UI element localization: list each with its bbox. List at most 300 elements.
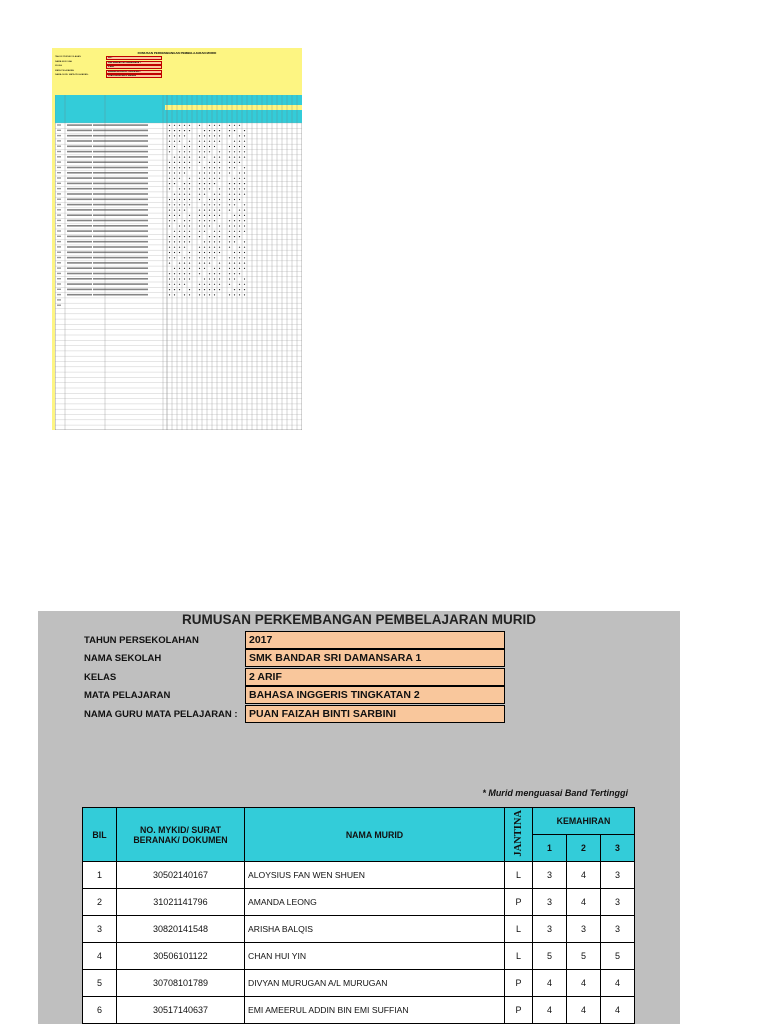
cell-kemahiran-2[interactable]: 5 [567, 943, 601, 970]
thumbnail-score-mark [239, 151, 240, 152]
thumbnail-name-mark [93, 177, 148, 179]
band-note: * Murid menguasai Band Tertinggi [482, 788, 628, 798]
thumbnail-bil-mark [57, 283, 61, 284]
thumbnail-score-mark [179, 199, 180, 200]
thumbnail-score-mark [169, 210, 170, 211]
cell-kemahiran-1[interactable]: 3 [533, 916, 567, 943]
thumbnail-score-mark [199, 231, 200, 232]
thumbnail-bil-mark [57, 130, 61, 131]
thumbnail-id-mark [67, 183, 92, 185]
thumbnail-score-mark [239, 162, 240, 163]
thumbnail-score-mark [214, 257, 215, 258]
cell-jantina[interactable]: P [505, 970, 533, 997]
thumbnail-score-mark [229, 167, 230, 168]
thumbnail-id-mark [67, 289, 92, 291]
thumbnail-score-mark [229, 220, 230, 221]
thumbnail-score-mark [169, 225, 170, 226]
thumbnail-score-mark [174, 273, 175, 274]
info-label-tahun: TAHUN PERSEKOLAHAN [84, 635, 199, 646]
thumbnail-score-mark [209, 130, 210, 131]
thumbnail-bil-mark [57, 267, 61, 268]
thumbnail-score-mark [199, 178, 200, 179]
thumbnail-score-mark [244, 130, 245, 131]
thumbnail-score-mark [219, 215, 220, 216]
thumbnail-name-mark [93, 220, 148, 222]
cell-bil[interactable]: 3 [83, 916, 117, 943]
thumbnail-score-mark [204, 204, 205, 205]
thumbnail-score-mark [199, 146, 200, 147]
thumbnail-score-mark [244, 215, 245, 216]
thumbnail-score-mark [184, 247, 185, 248]
thumbnail-score-mark [184, 294, 185, 295]
thumbnail-score-mark [234, 220, 235, 221]
thumbnail-score-mark [209, 188, 210, 189]
thumbnail-score-mark [219, 194, 220, 195]
thumbnail-id-mark [67, 241, 92, 243]
thumbnail-id-mark [67, 257, 92, 259]
thumbnail-score-mark [199, 151, 200, 152]
thumbnail-value: BAHASA INGGERIS TINGKATAN 2 [106, 70, 162, 74]
thumbnail-name-mark [93, 124, 148, 126]
thumbnail-score-mark [229, 210, 230, 211]
thumbnail-score-mark [239, 178, 240, 179]
thumbnail-score-mark [179, 162, 180, 163]
thumbnail-score-mark [244, 183, 245, 184]
thumbnail-score-mark [209, 294, 210, 295]
thumbnail-score-mark [239, 236, 240, 237]
thumbnail-score-mark [234, 204, 235, 205]
thumbnail-score-mark [189, 162, 190, 163]
thumbnail-score-mark [214, 294, 215, 295]
thumbnail-score-mark [239, 215, 240, 216]
thumbnail-score-mark [229, 162, 230, 163]
thumbnail-score-mark [244, 204, 245, 205]
thumbnail-score-mark [189, 273, 190, 274]
thumbnail-score-mark [169, 215, 170, 216]
thumbnail-score-mark [234, 294, 235, 295]
thumbnail-score-mark [169, 263, 170, 264]
thumbnail-score-mark [239, 231, 240, 232]
cell-nama[interactable]: ARISHA BALQIS [245, 916, 505, 943]
thumbnail-score-mark [169, 141, 170, 142]
thumbnail-name-mark [93, 188, 148, 190]
thumbnail-score-mark [189, 241, 190, 242]
thumbnail-score-mark [234, 125, 235, 126]
header-jantina [505, 808, 533, 862]
thumbnail-score-mark [214, 284, 215, 285]
cell-jantina[interactable]: L [505, 916, 533, 943]
thumbnail-id-mark [67, 283, 92, 285]
header-bil: BIL [83, 808, 117, 862]
cell-mykid[interactable]: 30820141548 [117, 916, 245, 943]
thumbnail-score-mark [209, 225, 210, 226]
thumbnail-score-mark [199, 273, 200, 274]
info-label-mata-pelajaran: MATA PELAJARAN [84, 690, 171, 701]
thumbnail-title: RUMUSAN PERKEMBANGAN PEMBELAJARAN MURID [137, 51, 217, 55]
thumbnail-score-mark [184, 236, 185, 237]
thumbnail-score-mark [204, 167, 205, 168]
thumbnail-score-mark [174, 247, 175, 248]
thumbnail-score-mark [174, 194, 175, 195]
thumbnail-score-mark [214, 194, 215, 195]
thumbnail-score-mark [189, 194, 190, 195]
thumbnail-score-mark [244, 151, 245, 152]
thumbnail-id-mark [67, 135, 92, 137]
info-value-sekolah[interactable]: SMK BANDAR SRI DAMANSARA 1 [245, 649, 505, 667]
thumbnail-score-mark [199, 183, 200, 184]
thumbnail-score-mark [239, 172, 240, 173]
thumbnail-id-mark [67, 214, 92, 216]
thumbnail-score-mark [179, 188, 180, 189]
thumbnail-score-mark [179, 178, 180, 179]
thumbnail-score-mark [244, 141, 245, 142]
thumbnail-score-mark [214, 125, 215, 126]
thumbnail-score-mark [239, 135, 240, 136]
cell-bil[interactable]: 5 [83, 970, 117, 997]
thumbnail-bil-mark [57, 124, 61, 125]
thumbnail-id-mark [67, 193, 92, 195]
thumbnail-score-mark [229, 294, 230, 295]
thumbnail-score-mark [169, 284, 170, 285]
thumbnail-score-mark [229, 284, 230, 285]
thumbnail-score-mark [244, 225, 245, 226]
thumbnail-score-mark [204, 141, 205, 142]
thumbnail-bil-mark [57, 241, 61, 242]
thumbnail-score-mark [189, 167, 190, 168]
thumbnail-score-mark [239, 199, 240, 200]
thumbnail-score-mark [234, 194, 235, 195]
thumbnail-score-mark [214, 167, 215, 168]
thumbnail-score-mark [239, 210, 240, 211]
cell-mykid[interactable]: 30502140167 [117, 862, 245, 889]
thumbnail-score-mark [239, 125, 240, 126]
thumbnail-score-mark [229, 130, 230, 131]
thumbnail-name-mark [93, 241, 148, 243]
thumbnail-score-mark [234, 225, 235, 226]
thumbnail-bil-mark [57, 299, 61, 300]
thumbnail-score-mark [239, 146, 240, 147]
thumbnail-score-mark [204, 146, 205, 147]
thumbnail-score-mark [214, 215, 215, 216]
thumbnail-score-mark [244, 263, 245, 264]
thumbnail-score-mark [169, 162, 170, 163]
thumbnail-name-mark [93, 167, 148, 169]
thumbnail-score-mark [179, 284, 180, 285]
thumbnail-score-mark [214, 236, 215, 237]
thumbnail-score-mark [189, 231, 190, 232]
cell-bil[interactable]: 6 [83, 997, 117, 1024]
thumbnail-score-mark [189, 204, 190, 205]
cell-jantina[interactable]: L [505, 943, 533, 970]
thumbnail-score-mark [209, 241, 210, 242]
thumbnail-grid [55, 95, 302, 430]
thumbnail-score-mark [189, 141, 190, 142]
thumbnail-bil-mark [57, 177, 61, 178]
thumbnail-score-mark [229, 157, 230, 158]
thumbnail-score-mark [199, 162, 200, 163]
cell-kemahiran-3[interactable]: 4 [601, 997, 635, 1024]
thumbnail-name-mark [93, 140, 148, 142]
cell-nama[interactable]: AMANDA LEONG [245, 889, 505, 916]
thumbnail-score-mark [184, 167, 185, 168]
thumbnail-score-mark [169, 199, 170, 200]
thumbnail-score-mark [169, 220, 170, 221]
thumbnail-score-mark [239, 284, 240, 285]
thumbnail-id-mark [67, 177, 92, 179]
cell-nama[interactable]: CHAN HUI YIN [245, 943, 505, 970]
thumbnail-score-mark [199, 252, 200, 253]
thumbnail-score-mark [174, 215, 175, 216]
thumbnail-score-mark [174, 231, 175, 232]
cell-bil[interactable]: 4 [83, 943, 117, 970]
thumbnail-score-mark [169, 178, 170, 179]
thumbnail-id-mark [67, 146, 92, 148]
cell-kemahiran-2[interactable]: 4 [567, 862, 601, 889]
thumbnail-score-mark [209, 199, 210, 200]
thumbnail-score-mark [219, 289, 220, 290]
info-value-guru[interactable]: PUAN FAIZAH BINTI SARBINI [245, 705, 505, 723]
thumbnail-name-mark [93, 236, 148, 238]
thumbnail-id-mark [67, 124, 92, 126]
thumbnail-score-mark [209, 167, 210, 168]
cell-nama[interactable]: ALOYSIUS FAN WEN SHUEN [245, 862, 505, 889]
thumbnail-score-mark [179, 130, 180, 131]
cell-kemahiran-2[interactable]: 3 [567, 916, 601, 943]
thumbnail-score-mark [184, 146, 185, 147]
thumbnail-score-mark [244, 247, 245, 248]
cell-kemahiran-1[interactable]: 3 [533, 862, 567, 889]
thumbnail-bil-mark [57, 262, 61, 263]
thumbnail-score-mark [234, 162, 235, 163]
thumbnail-score-mark [199, 289, 200, 290]
thumbnail-score-mark [204, 178, 205, 179]
thumbnail-score-mark [234, 141, 235, 142]
thumbnail-score-mark [169, 125, 170, 126]
thumbnail-score-mark [184, 172, 185, 173]
cell-jantina[interactable]: P [505, 889, 533, 916]
thumbnail-score-mark [214, 278, 215, 279]
thumbnail-score-mark [184, 241, 185, 242]
thumbnail-score-mark [184, 273, 185, 274]
thumbnail-score-mark [179, 167, 180, 168]
thumbnail-score-mark [239, 294, 240, 295]
thumbnail-name-mark [93, 246, 148, 248]
thumbnail-score-mark [189, 289, 190, 290]
thumbnail-score-mark [219, 236, 220, 237]
thumbnail-score-mark [209, 273, 210, 274]
thumbnail-score-mark [239, 289, 240, 290]
thumbnail-score-mark [174, 125, 175, 126]
thumbnail-score-mark [199, 236, 200, 237]
thumbnail-score-mark [179, 263, 180, 264]
thumbnail-score-mark [229, 257, 230, 258]
thumbnail-name-mark [93, 273, 148, 275]
thumbnail-score-mark [239, 188, 240, 189]
thumbnail-score-mark [169, 257, 170, 258]
thumbnail-bil-mark [57, 161, 61, 162]
thumbnail-bil-mark [57, 278, 61, 279]
thumbnail-score-mark [209, 257, 210, 258]
thumbnail-score-mark [169, 151, 170, 152]
thumbnail-bil-mark [57, 183, 61, 184]
thumbnail-score-mark [199, 263, 200, 264]
cell-mykid[interactable]: 30517140637 [117, 997, 245, 1024]
thumbnail-score-mark [219, 199, 220, 200]
header-kemahiran-1: 1 [533, 835, 567, 862]
thumbnail-score-mark [214, 178, 215, 179]
thumbnail-bil-mark [57, 172, 61, 173]
cell-kemahiran-1[interactable]: 5 [533, 943, 567, 970]
thumbnail-score-mark [234, 289, 235, 290]
thumbnail-score-mark [239, 247, 240, 248]
cell-kemahiran-3[interactable]: 4 [601, 970, 635, 997]
cell-kemahiran-1[interactable]: 4 [533, 970, 567, 997]
cell-nama[interactable]: EMI AMEERUL ADDIN BIN EMI SUFFIAN [245, 997, 505, 1024]
info-value-tahun[interactable]: 2017 [245, 631, 505, 649]
thumbnail-id-mark [67, 220, 92, 222]
thumbnail-score-mark [234, 268, 235, 269]
thumbnail-name-mark [93, 204, 148, 206]
thumbnail-score-mark [234, 151, 235, 152]
thumbnail-label: NAMA SEKOLAH [55, 60, 73, 63]
thumbnail-label: MATA PELAJARAN [55, 69, 75, 72]
thumbnail-value: 2017 [106, 56, 162, 60]
thumbnail-score-mark [199, 188, 200, 189]
thumbnail-score-mark [174, 146, 175, 147]
thumbnail-score-mark [204, 220, 205, 221]
thumbnail-name-mark [93, 289, 148, 291]
cell-kemahiran-2[interactable]: 4 [567, 889, 601, 916]
cell-kemahiran-2[interactable]: 4 [567, 970, 601, 997]
thumbnail-score-mark [244, 220, 245, 221]
thumbnail-score-mark [199, 294, 200, 295]
cell-kemahiran-3[interactable]: 3 [601, 889, 635, 916]
thumbnail-score-mark [179, 278, 180, 279]
thumbnail-score-mark [179, 141, 180, 142]
thumbnail-name-mark [93, 172, 148, 174]
thumbnail-score-mark [179, 135, 180, 136]
thumbnail-score-mark [204, 284, 205, 285]
thumbnail-name-mark [93, 135, 148, 137]
thumbnail-name-mark [93, 156, 148, 158]
cell-kemahiran-2[interactable]: 4 [567, 997, 601, 1024]
thumbnail-score-mark [189, 188, 190, 189]
thumbnail-score-mark [184, 257, 185, 258]
thumbnail-score-mark [209, 215, 210, 216]
thumbnail-score-mark [204, 247, 205, 248]
thumbnail-score-mark [219, 125, 220, 126]
thumbnail-score-mark [209, 141, 210, 142]
student-table [82, 807, 635, 1024]
thumbnail-score-mark [234, 130, 235, 131]
cell-kemahiran-3[interactable]: 5 [601, 943, 635, 970]
thumbnail-score-mark [244, 210, 245, 211]
thumbnail-score-mark [239, 263, 240, 264]
thumbnail-score-mark [199, 135, 200, 136]
cell-jantina[interactable]: L [505, 862, 533, 889]
thumbnail-id-mark [67, 199, 92, 201]
thumbnail-score-mark [184, 151, 185, 152]
thumbnail-id-mark [67, 140, 92, 142]
thumbnail-score-mark [174, 204, 175, 205]
cell-bil[interactable]: 1 [83, 862, 117, 889]
thumbnail-score-mark [169, 204, 170, 205]
thumbnail-score-mark [184, 162, 185, 163]
thumbnail-score-mark [209, 278, 210, 279]
thumbnail-score-mark [174, 236, 175, 237]
thumbnail-score-mark [189, 157, 190, 158]
thumbnail-score-mark [184, 284, 185, 285]
thumbnail-score-mark [209, 135, 210, 136]
thumbnail-score-mark [219, 241, 220, 242]
thumbnail-score-mark [179, 215, 180, 216]
thumbnail-score-mark [204, 194, 205, 195]
thumbnail-bil-mark [57, 193, 61, 194]
thumbnail-bil-mark [57, 140, 61, 141]
header-kemahiran-3: 3 [601, 835, 635, 862]
thumbnail-bil-mark [57, 220, 61, 221]
thumbnail-score-mark [234, 146, 235, 147]
cell-mykid[interactable]: 30708101789 [117, 970, 245, 997]
thumbnail-score-mark [214, 162, 215, 163]
thumbnail-score-mark [199, 268, 200, 269]
thumbnail-score-mark [244, 252, 245, 253]
thumbnail-name-mark [93, 161, 148, 163]
thumbnail-score-mark [169, 146, 170, 147]
thumbnail-score-mark [209, 210, 210, 211]
thumbnail-score-mark [214, 204, 215, 205]
thumbnail-score-mark [209, 236, 210, 237]
thumbnail-score-mark [179, 125, 180, 126]
thumbnail-score-mark [234, 263, 235, 264]
thumbnail-bil-mark [57, 257, 61, 258]
thumbnail-score-mark [184, 183, 185, 184]
cell-kemahiran-1[interactable]: 4 [533, 997, 567, 1024]
header-jantina-label: JANTINA [513, 810, 524, 857]
thumbnail-score-mark [204, 130, 205, 131]
cell-mykid[interactable]: 31021141796 [117, 889, 245, 916]
thumbnail-value: PUAN FAIZAH BINTI SARBINI [106, 74, 162, 78]
info-value-mata-pelajaran[interactable]: BAHASA INGGERIS TINGKATAN 2 [245, 686, 505, 704]
cell-nama[interactable]: DIVYAN MURUGAN A/L MURUGAN [245, 970, 505, 997]
thumbnail-score-mark [189, 215, 190, 216]
thumbnail-score-mark [184, 210, 185, 211]
cell-jantina[interactable]: P [505, 997, 533, 1024]
info-value-kelas[interactable]: 2 ARIF [245, 668, 505, 686]
cell-kemahiran-3[interactable]: 3 [601, 916, 635, 943]
table-row [83, 862, 635, 889]
thumbnail-name-mark [93, 193, 148, 195]
cell-mykid[interactable]: 30506101122 [117, 943, 245, 970]
thumbnail-score-mark [204, 225, 205, 226]
thumbnail-name-mark [93, 294, 148, 296]
thumbnail-score-mark [179, 241, 180, 242]
thumbnail-score-mark [174, 294, 175, 295]
sheet-title: RUMUSAN PERKEMBANGAN PEMBELAJARAN MURID [181, 612, 536, 627]
thumbnail-score-mark [229, 183, 230, 184]
thumbnail-score-mark [184, 278, 185, 279]
thumbnail-score-mark [209, 220, 210, 221]
thumbnail-score-mark [189, 252, 190, 253]
cell-kemahiran-1[interactable]: 3 [533, 889, 567, 916]
thumbnail-score-mark [174, 210, 175, 211]
thumbnail-score-mark [184, 135, 185, 136]
cell-bil[interactable]: 2 [83, 889, 117, 916]
cell-kemahiran-3[interactable]: 3 [601, 862, 635, 889]
thumbnail-bil-mark [57, 236, 61, 237]
thumbnail-score-mark [214, 141, 215, 142]
thumbnail-score-mark [244, 231, 245, 232]
